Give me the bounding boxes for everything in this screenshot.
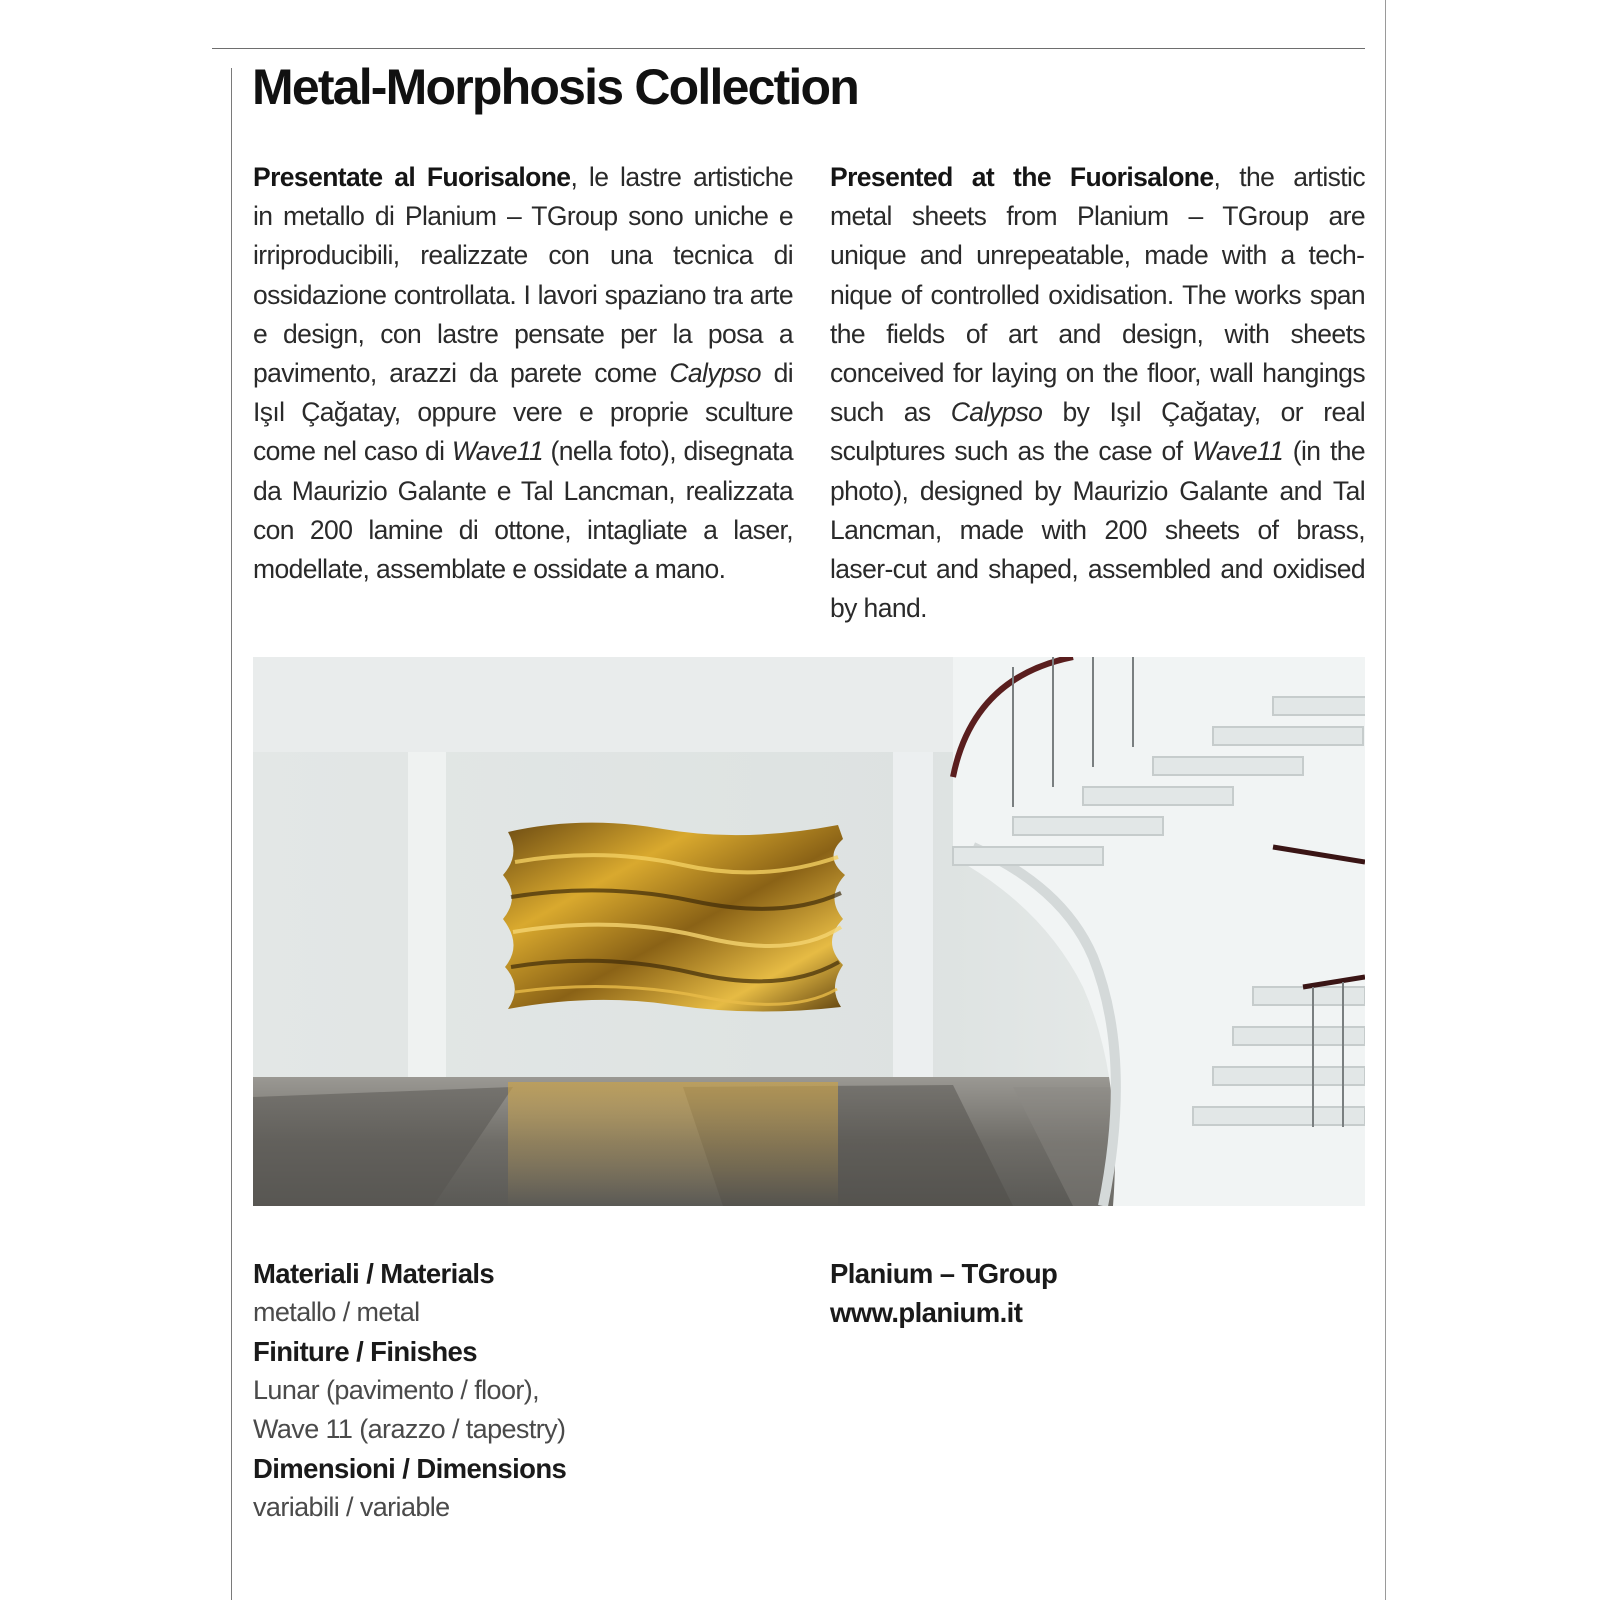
brand-url[interactable]: www.planium.it (830, 1297, 1023, 1328)
materials-value: metallo / metal (253, 1297, 420, 1327)
finishes-label: Finiture / Finishes (253, 1336, 477, 1367)
english-text-part-2: by Işıl Çağatay, or real sculptures such as the case of (830, 397, 1366, 467)
brand-info (830, 1254, 1057, 1332)
finishes-value-2: Wave 11 (arazzo / tapestry) (253, 1414, 566, 1444)
italian-lead: Presentate al Fuorisalone (253, 162, 571, 192)
specifications (253, 1254, 813, 1527)
left-column-rule (231, 68, 232, 1600)
italian-text-part-1: , le lastre artistiche in metallo di Planium – TGroup sono uniche e irriproducibili, realizzate con una tecnica di ossidazione controllata. I lavori spaziano tra arte e design, con lastre pensate per la posa a pavimento, arazzi da parete come (253, 162, 794, 389)
top-rule (212, 48, 1365, 49)
english-lead: Presented at the Fuorisalone (830, 162, 1214, 192)
italian-text-part-2: di Işıl Çağatay, oppure vere e proprie sculture come nel caso di (253, 358, 793, 467)
italian-text-part-3: (nella foto), disegnata da Maurizio Galante e Tal Lancman, realizzata con 200 lamine di ottone, intagliate a laser, modellate, assemblate e ossidate a mano. (253, 436, 793, 585)
product-photo (253, 657, 1365, 1206)
english-wave11: Wave11 (1192, 436, 1284, 467)
italian-text (253, 158, 793, 589)
english-calypso: Calypso (950, 397, 1043, 428)
right-page-rule (1385, 0, 1386, 1600)
italian-calypso: Calypso (669, 358, 761, 389)
english-text-part-1: , the artistic metal sheets from Planium – TGroup are unique and unrepeatable, made with a technique of controlled oxidisation. The works span the fields of art and design, with sheets conceived for laying on the floor, wall hangings such as (830, 162, 1365, 428)
english-text-part-3: (in the photo), designed by Maurizio Galante and Tal Lancman, made with 200 sheets of brass, laser-cut and shaped, assembled and oxidised by hand. (830, 436, 1365, 624)
english-text (830, 158, 1365, 628)
brand-name: Planium – TGroup (830, 1258, 1058, 1289)
materials-label: Materiali / Materials (253, 1258, 495, 1289)
finishes-value-1: Lunar (pavimento / floor), (253, 1375, 540, 1405)
dimensions-label: Dimensioni / Dimensions (253, 1453, 567, 1484)
article-title: Metal-Morphosis Collection (252, 59, 859, 115)
dimensions-value: variabili / variable (253, 1492, 450, 1522)
italian-wave11: Wave11 (451, 436, 544, 467)
